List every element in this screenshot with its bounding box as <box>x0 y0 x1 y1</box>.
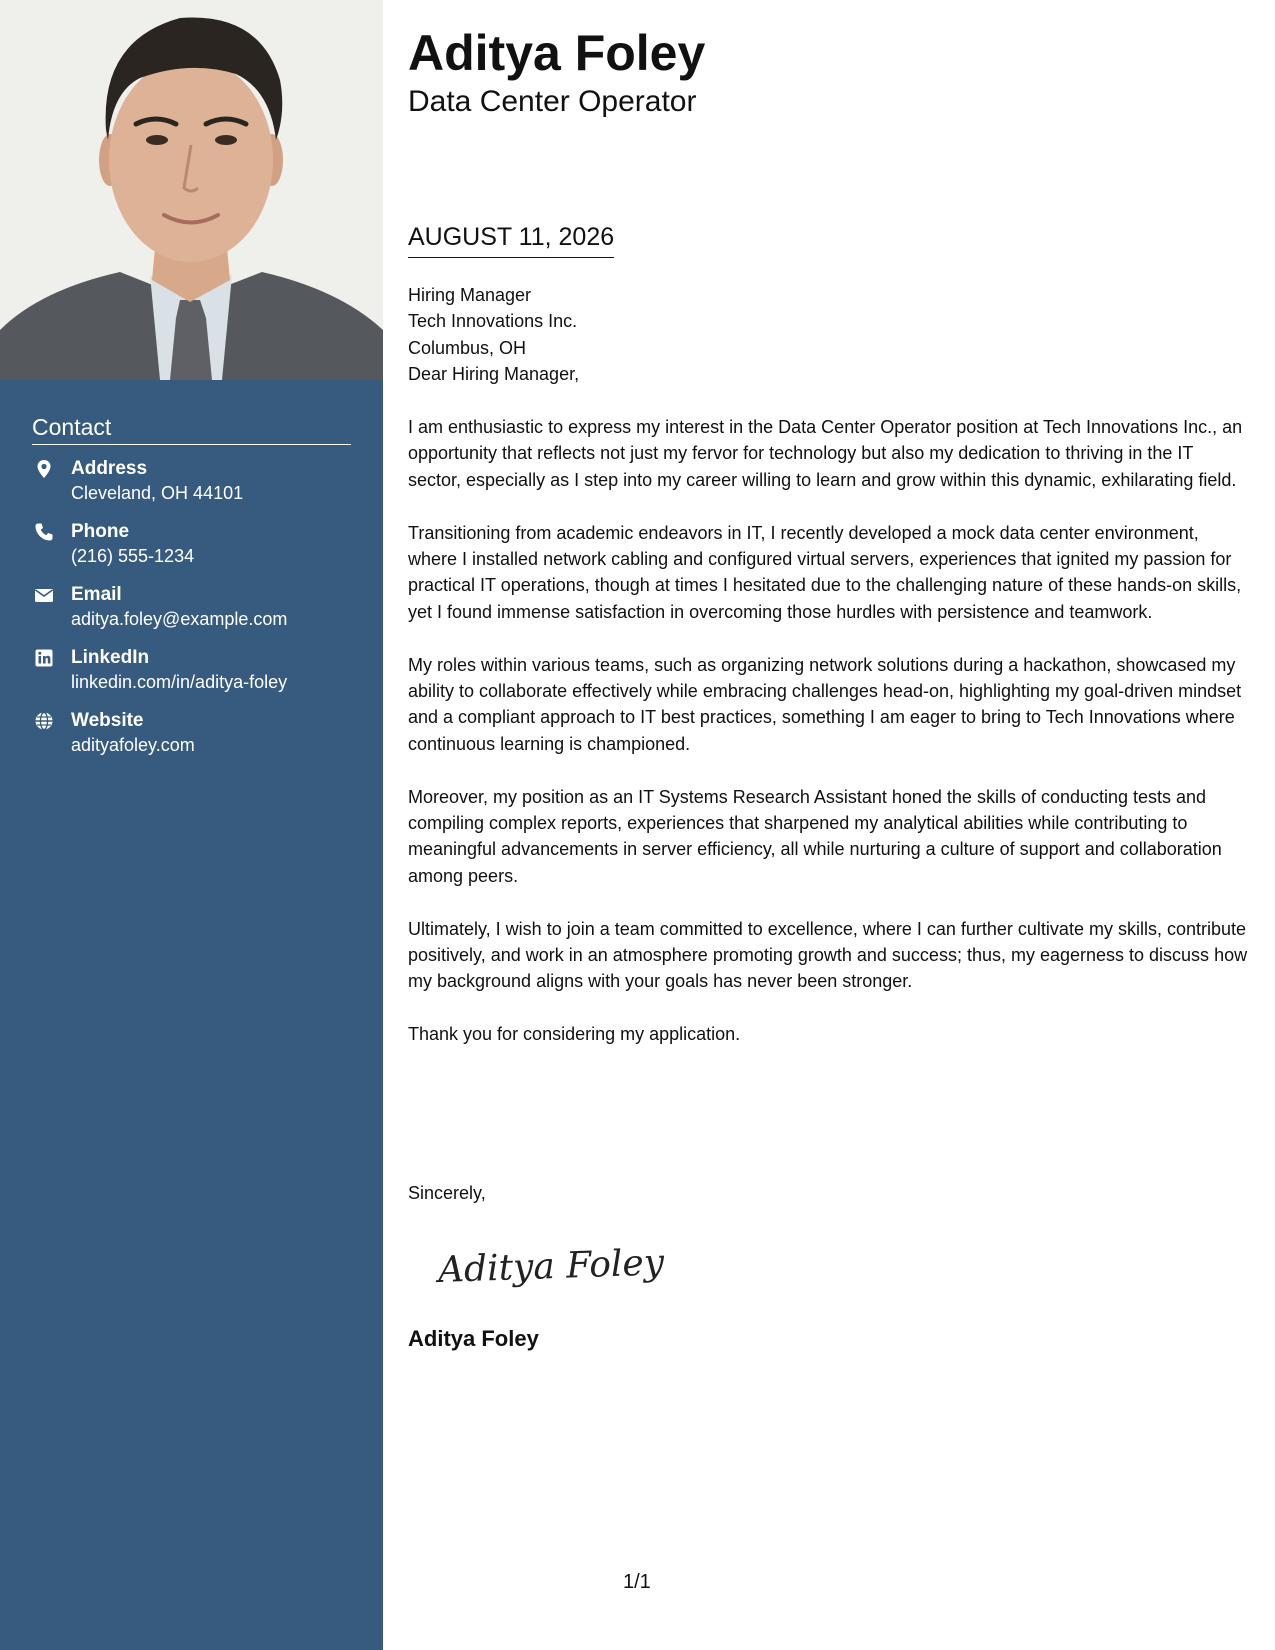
phone-icon <box>34 522 54 542</box>
contact-label: LinkedIn <box>71 647 150 668</box>
website-value[interactable]: adityafoley.com <box>71 735 195 755</box>
salutation: Dear Hiring Manager, <box>408 364 580 385</box>
globe-icon <box>34 711 54 731</box>
contact-label: Address <box>71 458 148 479</box>
svg-text:Aditya Foley: Aditya Foley <box>437 1242 665 1292</box>
body-paragraph: Transitioning from academic endeavors in IT, I recently developed a mock data center environment, where I installed network cabling and configured virtual servers, experiences that ignited my passion for practical IT operations, though at times I hesitated due to the challenging nature of these hands-on skills, yet I found immense satisfaction in overcoming those hurdles with persistence and teamwork. <box>408 522 1242 622</box>
address-value: Cleveland, OH 44101 <box>71 483 244 503</box>
recipient-line: Columbus, OH <box>408 337 527 358</box>
body-paragraph: Moreover, my position as an IT Systems Research Assistant honed the skills of conducting tests and compiling complex reports, experiences that sharpened my analytical abilities while contributing to meaningful advancements in server efficiency, all while nurturing a culture of support and collaboration among peers. <box>408 786 1222 886</box>
linkedin-icon <box>34 648 54 668</box>
letter-body <box>408 282 1248 1074</box>
contact-label: Email <box>71 584 122 605</box>
recipient-block <box>408 282 1248 361</box>
contact-item-email <box>32 583 351 646</box>
signer-name: Aditya Foley <box>408 1326 539 1351</box>
contact-label: Website <box>71 710 144 731</box>
contact-item-address <box>32 457 351 520</box>
contact-item-website <box>32 709 351 772</box>
contact-section <box>32 414 351 772</box>
contact-item-phone <box>32 520 351 583</box>
contact-heading: Contact <box>32 414 351 445</box>
map-pin-icon <box>34 459 54 479</box>
contact-item-linkedin <box>32 646 351 709</box>
email-value[interactable]: aditya.foley@example.com <box>71 609 288 629</box>
handwritten-signature <box>434 1232 674 1302</box>
body-paragraph: Thank you for considering my application. <box>408 1024 741 1045</box>
body-paragraph: My roles within various teams, such as organizing network solutions during a hackathon, showcased my ability to collaborate effectively while embracing challenges head-on, highlighting my goal-driven mindset and a compliant approach to IT best practices, something I am eager to bring to Tech Innovations where continuous learning is championed. <box>408 654 1242 754</box>
linkedin-value[interactable]: linkedin.com/in/aditya-foley <box>71 672 288 692</box>
recipient-line: Tech Innovations Inc. <box>408 311 578 332</box>
profile-photo <box>0 0 383 380</box>
phone-value[interactable]: (216) 555-1234 <box>71 546 195 566</box>
letter-date: AUGUST 11, 2026 <box>408 222 614 258</box>
page-number: 1/1 <box>623 1571 651 1593</box>
body-paragraph: I am enthusiastic to express my interest in the Data Center Operator position at Tech Innovations Inc., an opportunity that reflects not just my fervor for technology but also my dedication to thriving in the IT sector, especially as I step into my career willing to learn and grow within this dynamic, exhilarating field. <box>408 417 1243 490</box>
job-title: Data Center Operator <box>408 85 697 118</box>
applicant-name: Aditya Foley <box>408 25 706 81</box>
body-paragraph: Ultimately, I wish to join a team committed to excellence, where I can further cultivate my skills, contribute positively, and work in an atmosphere promoting growth and success; thus, my eagerness to discuss how my background aligns with your goals has never been stronger. <box>408 918 1248 992</box>
closing: Sincerely, <box>408 1183 486 1203</box>
envelope-icon <box>34 585 54 605</box>
contact-label: Phone <box>71 521 130 542</box>
recipient-line: Hiring Manager <box>408 285 532 305</box>
sidebar <box>0 0 383 1650</box>
